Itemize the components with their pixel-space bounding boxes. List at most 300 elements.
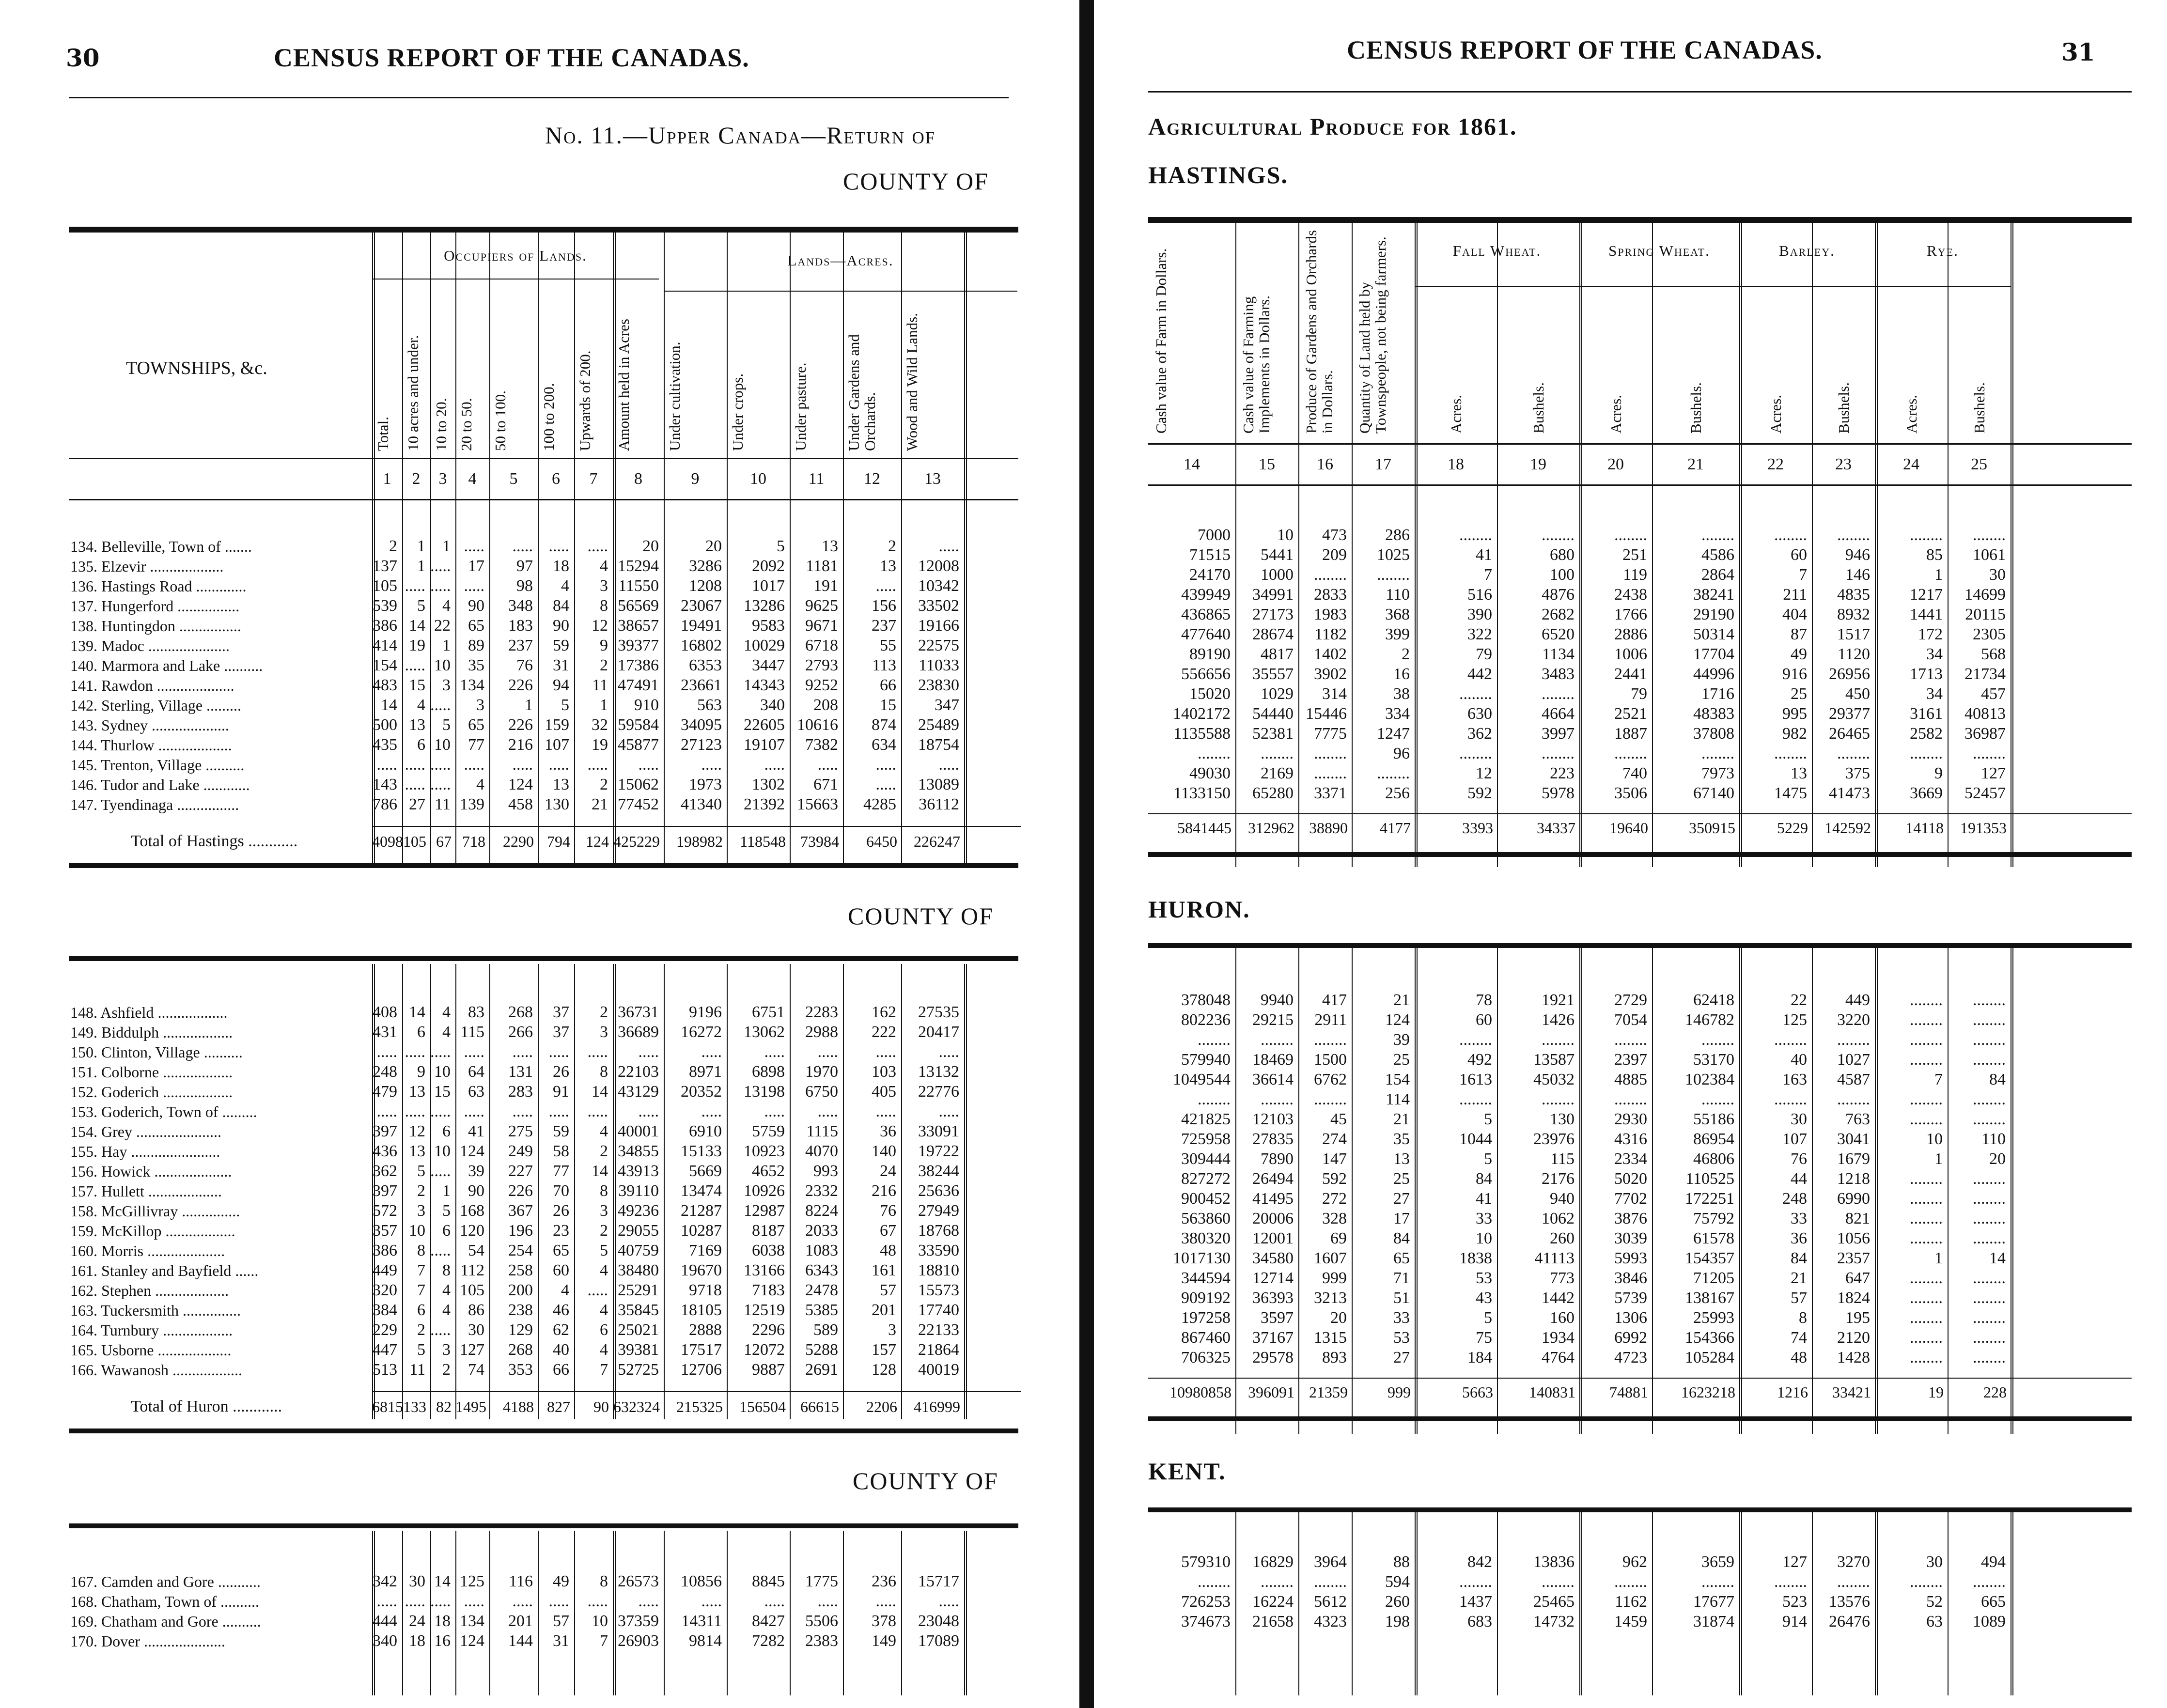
cell: 37167 bbox=[1252, 1329, 1294, 1347]
cell: 2176 bbox=[1542, 1170, 1575, 1188]
cell: 13089 bbox=[918, 776, 959, 793]
col-line bbox=[727, 1531, 728, 1695]
cell: 120 bbox=[460, 1222, 484, 1240]
cell: 6038 bbox=[752, 1242, 785, 1259]
cell: 157 bbox=[872, 1341, 896, 1359]
cell: 20 bbox=[1989, 1150, 2006, 1168]
cell: 671 bbox=[813, 776, 838, 793]
single-col-header-16: Produce of Gardens and Orchards in Dollars. bbox=[1303, 230, 1336, 434]
col-line bbox=[430, 1531, 431, 1695]
cell: 5 bbox=[442, 1202, 451, 1220]
cell: 52725 bbox=[618, 1361, 659, 1379]
cell: 494 bbox=[1981, 1553, 2006, 1571]
cell: ........ bbox=[1910, 1031, 1943, 1049]
cell: 29190 bbox=[1693, 606, 1734, 623]
cell: 2120 bbox=[1837, 1329, 1870, 1347]
cell: ........ bbox=[1198, 745, 1231, 762]
cell: 3 bbox=[417, 1202, 425, 1220]
cell: 15573 bbox=[918, 1281, 959, 1299]
cell: 1437 bbox=[1459, 1593, 1492, 1611]
cell: 1315 bbox=[1314, 1329, 1347, 1347]
cell: 45032 bbox=[1533, 1071, 1575, 1088]
cell: 22103 bbox=[618, 1063, 659, 1081]
cell: 88 bbox=[1393, 1553, 1410, 1571]
cell: 41 bbox=[468, 1122, 484, 1140]
cell: 21 bbox=[592, 795, 608, 813]
cell: 256 bbox=[1385, 784, 1410, 802]
col-line bbox=[1235, 1511, 1236, 1695]
cell: 8187 bbox=[752, 1222, 785, 1240]
cell: 127 bbox=[1981, 764, 2006, 782]
cell: 79 bbox=[1476, 645, 1492, 663]
cell: 15133 bbox=[681, 1142, 722, 1160]
cell: 348 bbox=[508, 597, 533, 615]
cell: 216 bbox=[872, 1182, 896, 1200]
cell: 7282 bbox=[752, 1632, 785, 1650]
cell: 1027 bbox=[1837, 1051, 1870, 1069]
cell: 14311 bbox=[681, 1612, 722, 1630]
cell: 3039 bbox=[1614, 1229, 1647, 1247]
cell: 74 bbox=[468, 1361, 484, 1379]
cell: 1120 bbox=[1838, 645, 1870, 663]
cell: 15446 bbox=[1306, 705, 1347, 723]
cell: ........ bbox=[1701, 1573, 1734, 1591]
cell: 134 bbox=[460, 676, 484, 694]
cell: 260 bbox=[1550, 1229, 1575, 1247]
col-line bbox=[455, 1531, 456, 1695]
cell: 168 bbox=[460, 1202, 484, 1220]
cell: ..... bbox=[512, 756, 533, 774]
township-label: 149. Biddulph .................. bbox=[70, 1024, 233, 1041]
cell: 1049544 bbox=[1173, 1071, 1231, 1088]
col-number-25: 25 bbox=[1971, 455, 1987, 473]
cell: 62 bbox=[553, 1321, 569, 1339]
col-line bbox=[664, 1531, 665, 1695]
cell: 144 bbox=[508, 1632, 533, 1650]
cell: 6520 bbox=[1542, 625, 1575, 643]
section-top-rule-2 bbox=[69, 1523, 1018, 1528]
cell: 19166 bbox=[918, 617, 959, 635]
total-cell: 1623218 bbox=[1681, 1383, 1735, 1401]
cell: 198 bbox=[1385, 1613, 1410, 1630]
cell: 37 bbox=[553, 1023, 569, 1041]
group-3: Rye. bbox=[1927, 242, 1959, 259]
township-label: 135. Elzevir ................... bbox=[70, 558, 224, 575]
total-cell: 191353 bbox=[1960, 819, 2007, 837]
col-line bbox=[1352, 223, 1353, 867]
cell: 8971 bbox=[689, 1063, 722, 1081]
cell: 367 bbox=[508, 1202, 533, 1220]
total-cell: 827 bbox=[547, 1398, 570, 1415]
cell: 35557 bbox=[1252, 665, 1294, 683]
col-line bbox=[1352, 947, 1353, 1434]
cell: 1 bbox=[442, 637, 451, 654]
cell: 27 bbox=[409, 795, 425, 813]
cell: 2582 bbox=[1910, 725, 1943, 743]
cell: 7054 bbox=[1614, 1011, 1647, 1029]
section-top-rule-2 bbox=[1148, 1507, 2132, 1512]
cell: 159 bbox=[545, 716, 569, 734]
total-cell: 350915 bbox=[1689, 819, 1735, 837]
cell: 477640 bbox=[1181, 625, 1231, 643]
cell: 2169 bbox=[1261, 764, 1294, 782]
cell: 146782 bbox=[1685, 1011, 1734, 1029]
col-line bbox=[402, 233, 403, 867]
cell: 1500 bbox=[1314, 1051, 1347, 1069]
total-cell: 5663 bbox=[1462, 1383, 1493, 1401]
cell: 37359 bbox=[618, 1612, 659, 1630]
county-kent: KENT. bbox=[1148, 1458, 1226, 1485]
cell: 15 bbox=[409, 676, 425, 694]
cell: ..... bbox=[938, 756, 959, 774]
cell: ........ bbox=[1910, 1309, 1943, 1327]
cell: 50314 bbox=[1693, 625, 1734, 643]
cell: 18469 bbox=[1252, 1051, 1294, 1069]
cell: ........ bbox=[1910, 1269, 1943, 1287]
cell: 2438 bbox=[1614, 586, 1647, 604]
cell: 86 bbox=[468, 1301, 484, 1319]
cell: 10923 bbox=[744, 1142, 785, 1160]
cell: 12 bbox=[1476, 764, 1492, 782]
township-label: 146. Tudor and Lake ............ bbox=[70, 776, 250, 793]
table-top-rule bbox=[69, 227, 1018, 233]
township-label: 166. Wawanosh .................. bbox=[70, 1361, 243, 1379]
cell: ........ bbox=[1774, 526, 1807, 544]
township-label: 163. Tuckersmith ............... bbox=[70, 1302, 241, 1319]
cell: 2 bbox=[417, 1321, 425, 1339]
cell: 21 bbox=[1393, 1110, 1410, 1128]
total-cell: 156504 bbox=[739, 1398, 786, 1415]
cell: 44 bbox=[1791, 1170, 1807, 1188]
cell: 4817 bbox=[1261, 645, 1294, 663]
cell: 60 bbox=[1476, 1011, 1492, 1029]
cell: 33502 bbox=[918, 597, 959, 615]
cell: ........ bbox=[1973, 1190, 2006, 1208]
cell: 249 bbox=[508, 1142, 533, 1160]
cell: 14732 bbox=[1533, 1613, 1575, 1630]
cell: 127 bbox=[1782, 1553, 1807, 1571]
cell: 8 bbox=[442, 1261, 451, 1279]
cell: 67 bbox=[880, 1222, 896, 1240]
cell: 12519 bbox=[744, 1301, 785, 1319]
cell: 25 bbox=[1393, 1051, 1410, 1069]
cell: 2 bbox=[600, 1142, 608, 1160]
cell: 38241 bbox=[1693, 586, 1734, 604]
table-title-left: No. 11.—Upper Canada—Return of bbox=[545, 122, 936, 149]
cell: ..... bbox=[464, 1102, 484, 1120]
cell: 19107 bbox=[744, 736, 785, 754]
cell: 9625 bbox=[805, 597, 838, 615]
cell: 38244 bbox=[918, 1162, 959, 1180]
total-cell: 215325 bbox=[676, 1398, 723, 1415]
cell: 993 bbox=[813, 1162, 838, 1180]
cell: 48 bbox=[880, 1242, 896, 1259]
col-line bbox=[1579, 1511, 1582, 1695]
cell: 20 bbox=[705, 537, 722, 555]
cell: 1 bbox=[417, 537, 425, 555]
col-number-17: 17 bbox=[1375, 455, 1391, 473]
total-label: Total of Hastings ............ bbox=[131, 832, 298, 850]
cell: 417 bbox=[1322, 991, 1347, 1009]
cell: 4 bbox=[600, 1301, 608, 1319]
cell: 119 bbox=[1623, 566, 1647, 584]
cell: 27535 bbox=[918, 1003, 959, 1021]
township-label: 140. Marmora and Lake .......... bbox=[70, 657, 263, 674]
total-cell: 142592 bbox=[1824, 819, 1871, 837]
cell: 77 bbox=[468, 736, 484, 754]
cell: ........ bbox=[1314, 1573, 1347, 1591]
cell: 1306 bbox=[1614, 1309, 1647, 1327]
cell: 473 bbox=[1322, 526, 1347, 544]
sub-col-3-1: Bushels. bbox=[1971, 382, 1988, 434]
cell: 129 bbox=[508, 1321, 533, 1339]
cell: 447 bbox=[373, 1341, 397, 1359]
cell: 7 bbox=[1934, 1071, 1943, 1088]
cell: 258 bbox=[508, 1261, 533, 1279]
total-cell: 21359 bbox=[1309, 1383, 1348, 1401]
cell: 1970 bbox=[805, 1063, 838, 1081]
cell: 1134 bbox=[1542, 645, 1575, 663]
cell: 384 bbox=[373, 1301, 397, 1319]
cell: 63 bbox=[468, 1083, 484, 1101]
cell: 16224 bbox=[1252, 1593, 1294, 1611]
cell: ..... bbox=[638, 756, 659, 774]
cell: 25291 bbox=[618, 1281, 659, 1299]
cell: 15294 bbox=[618, 557, 659, 575]
cell: 112 bbox=[460, 1261, 484, 1279]
cell: 9196 bbox=[689, 1003, 722, 1021]
cell: 10 bbox=[1476, 1229, 1492, 1247]
cell: 436865 bbox=[1181, 606, 1231, 623]
cell: 27949 bbox=[918, 1202, 959, 1220]
cell: 7 bbox=[1484, 566, 1492, 584]
cell: 916 bbox=[1782, 665, 1807, 683]
cell: 2864 bbox=[1701, 566, 1734, 584]
col-header-1: Total. bbox=[374, 416, 391, 451]
township-label: 157. Hullett ................... bbox=[70, 1182, 222, 1200]
cell: ..... bbox=[430, 696, 451, 714]
cell: ..... bbox=[875, 1043, 896, 1061]
cell: ..... bbox=[512, 1592, 533, 1610]
cell: 1679 bbox=[1837, 1150, 1870, 1168]
cell: 4 bbox=[442, 597, 451, 615]
cell: 320 bbox=[373, 1281, 397, 1299]
col-line bbox=[613, 1531, 616, 1695]
cell: 154366 bbox=[1685, 1329, 1734, 1347]
township-label: 139. Madoc ..................... bbox=[70, 637, 230, 654]
cell: 11550 bbox=[618, 577, 659, 595]
col-line bbox=[1235, 947, 1236, 1434]
col-line bbox=[574, 233, 575, 867]
cell: 128 bbox=[872, 1361, 896, 1379]
cell: 647 bbox=[1845, 1269, 1870, 1287]
cell: 6751 bbox=[752, 1003, 785, 1021]
cell: ..... bbox=[430, 1043, 451, 1061]
cell: 143 bbox=[373, 776, 397, 793]
cell: 30 bbox=[409, 1572, 425, 1590]
cell: 83 bbox=[468, 1003, 484, 1021]
col-line bbox=[964, 1531, 967, 1695]
cell: 3 bbox=[476, 696, 484, 714]
township-label: 145. Trenton, Village .......... bbox=[70, 756, 245, 774]
cell: ..... bbox=[548, 1592, 569, 1610]
single-col-header-14: Cash value of Farm in Dollars. bbox=[1153, 248, 1169, 434]
township-label: 141. Rawdon .................... bbox=[70, 677, 234, 694]
cell: 773 bbox=[1550, 1269, 1575, 1287]
col-line bbox=[1875, 947, 1878, 1434]
cell: 13166 bbox=[744, 1261, 785, 1279]
cell: ........ bbox=[1314, 566, 1347, 584]
cell: 53170 bbox=[1693, 1051, 1734, 1069]
cell: 183 bbox=[508, 617, 533, 635]
cell: 260 bbox=[1385, 1593, 1410, 1611]
cell: 1716 bbox=[1701, 685, 1734, 703]
cell: 1713 bbox=[1910, 665, 1943, 683]
cell: 74 bbox=[1791, 1329, 1807, 1347]
cell: 66 bbox=[553, 1361, 569, 1379]
cell: 274 bbox=[1322, 1130, 1347, 1148]
cell: 842 bbox=[1467, 1553, 1492, 1571]
cell: 10616 bbox=[797, 716, 838, 734]
total-cell: 19640 bbox=[1609, 819, 1648, 837]
cell: 91 bbox=[553, 1083, 569, 1101]
cell: 1459 bbox=[1614, 1613, 1647, 1630]
running-head-right: CENSUS REPORT OF THE CANADAS. bbox=[1347, 35, 1823, 64]
cell: 579310 bbox=[1181, 1553, 1231, 1571]
col-header-9: Under cultivation. bbox=[666, 342, 683, 451]
cell: 44996 bbox=[1693, 665, 1734, 683]
cell: 124 bbox=[460, 1632, 484, 1650]
cell: 237 bbox=[508, 637, 533, 654]
cell: 2283 bbox=[805, 1003, 838, 1021]
total-cell: 5841445 bbox=[1177, 819, 1232, 837]
cell: 2911 bbox=[1314, 1011, 1347, 1029]
total-cell: 19 bbox=[1928, 1383, 1944, 1401]
cell: 1083 bbox=[805, 1242, 838, 1259]
cell: 8427 bbox=[752, 1612, 785, 1630]
cell: 362 bbox=[1467, 725, 1492, 743]
cell: ..... bbox=[938, 1592, 959, 1610]
cell: 154 bbox=[373, 656, 397, 674]
cell: 4323 bbox=[1314, 1613, 1347, 1630]
cell: 36731 bbox=[618, 1003, 659, 1021]
cell: 9252 bbox=[805, 676, 838, 694]
single-col-header-17: Quantity of Land held by Townspeople, not being farmers. bbox=[1356, 236, 1389, 434]
cell: ........ bbox=[1542, 685, 1575, 703]
cell: 900452 bbox=[1181, 1190, 1231, 1208]
township-label: 144. Thurlow ................... bbox=[70, 736, 232, 754]
township-label: 162. Stephen ................... bbox=[70, 1282, 229, 1299]
cell: 362 bbox=[373, 1162, 397, 1180]
total-cell: 1495 bbox=[455, 1398, 486, 1415]
cell: 201 bbox=[872, 1301, 896, 1319]
cell: 36689 bbox=[618, 1023, 659, 1041]
cell: 40 bbox=[553, 1341, 569, 1359]
cell: 374673 bbox=[1181, 1613, 1231, 1630]
cell: 76 bbox=[516, 656, 533, 674]
township-label: 153. Goderich, Town of ......... bbox=[70, 1103, 257, 1120]
cell: 8932 bbox=[1837, 606, 1870, 623]
cell: 27835 bbox=[1252, 1130, 1294, 1148]
cell: 110 bbox=[1386, 586, 1410, 604]
cell: 100 bbox=[1550, 566, 1575, 584]
col-line bbox=[1652, 223, 1653, 867]
cell: 9 bbox=[600, 637, 608, 654]
cell: 14 bbox=[1989, 1249, 2006, 1267]
cell: 6990 bbox=[1837, 1190, 1870, 1208]
cell: ........ bbox=[1314, 1031, 1347, 1049]
cell: 1426 bbox=[1542, 1011, 1575, 1029]
col-line bbox=[1579, 223, 1582, 867]
cell: 802236 bbox=[1181, 1011, 1231, 1029]
col-line bbox=[664, 233, 665, 867]
cell: 79 bbox=[1631, 685, 1647, 703]
cell: 12987 bbox=[744, 1202, 785, 1220]
cell: 115 bbox=[460, 1023, 484, 1041]
cell: 39110 bbox=[618, 1182, 659, 1200]
cell: 7169 bbox=[689, 1242, 722, 1259]
col-line bbox=[790, 233, 791, 867]
col-number-14: 14 bbox=[1184, 455, 1200, 473]
cell: 2793 bbox=[805, 656, 838, 674]
cell: 397 bbox=[373, 1122, 397, 1140]
cell: 17517 bbox=[681, 1341, 722, 1359]
cell: 236 bbox=[872, 1572, 896, 1590]
cell: 827272 bbox=[1181, 1170, 1231, 1188]
cell: 3447 bbox=[752, 656, 785, 674]
cell: 4 bbox=[600, 1122, 608, 1140]
township-label: 151. Colborne .................. bbox=[70, 1063, 233, 1081]
township-label: 137. Hungerford ................ bbox=[70, 597, 240, 615]
cell: 20 bbox=[1330, 1309, 1347, 1327]
col-line bbox=[727, 964, 728, 1419]
col-number-24: 24 bbox=[1903, 455, 1919, 473]
cell: ........ bbox=[1910, 745, 1943, 762]
total-cell: 4098 bbox=[372, 833, 403, 850]
cell: 14 bbox=[409, 1003, 425, 1021]
cell: ........ bbox=[1377, 566, 1410, 584]
cell: 39 bbox=[468, 1162, 484, 1180]
col-number-2: 2 bbox=[412, 470, 421, 488]
cell: 25993 bbox=[1693, 1309, 1734, 1327]
cell: 2930 bbox=[1614, 1110, 1647, 1128]
total-cell: 2206 bbox=[866, 1398, 897, 1415]
cell: 6 bbox=[442, 1122, 451, 1140]
cell: 6 bbox=[417, 1023, 425, 1041]
township-label: 168. Chatham, Town of .......... bbox=[70, 1593, 260, 1610]
cell: 408 bbox=[373, 1003, 397, 1021]
cell: 1208 bbox=[689, 577, 722, 595]
col-header-12: Under Gardens and Orchards. bbox=[845, 334, 878, 451]
cell: 34 bbox=[1926, 645, 1943, 663]
cell: 46806 bbox=[1693, 1150, 1734, 1168]
col-line bbox=[843, 233, 844, 867]
cell: ........ bbox=[1459, 1090, 1492, 1108]
cell: 13587 bbox=[1533, 1051, 1575, 1069]
cell: 113 bbox=[872, 656, 896, 674]
cell: ..... bbox=[376, 1592, 397, 1610]
cell: 4652 bbox=[752, 1162, 785, 1180]
cell: ..... bbox=[701, 756, 722, 774]
cell: ..... bbox=[587, 756, 608, 774]
cell: 13198 bbox=[744, 1083, 785, 1101]
cell: ..... bbox=[764, 1102, 785, 1120]
cell: 154357 bbox=[1685, 1249, 1734, 1267]
cell: 200 bbox=[508, 1281, 533, 1299]
cell: 3597 bbox=[1261, 1309, 1294, 1327]
cell: 16272 bbox=[681, 1023, 722, 1041]
cell: 94 bbox=[553, 676, 569, 694]
